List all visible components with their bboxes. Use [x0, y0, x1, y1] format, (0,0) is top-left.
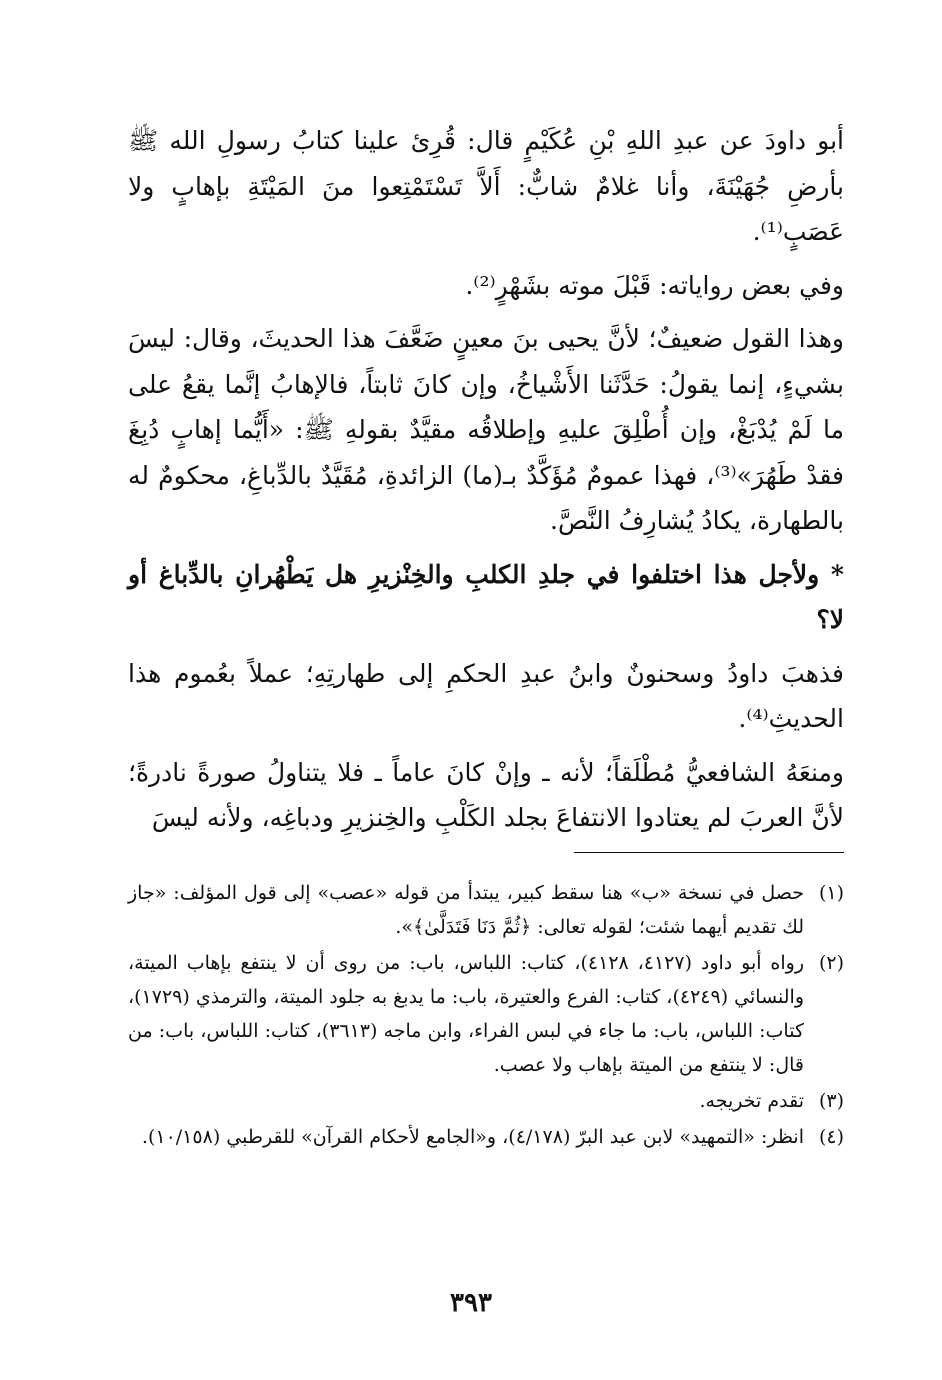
footnote-number: (٢)	[818, 952, 844, 974]
footnote-number: (١)	[818, 882, 844, 904]
footnote-number: (٤)	[818, 1126, 844, 1148]
footnote-3	[128, 1084, 844, 1118]
footnote-divider	[574, 852, 844, 853]
paragraph-dawud: فذهبَ داودُ وسحنونٌ وابنُ عبدِ الحكمِ إلى طهارتِهِ؛ عملاً بعُموم هذا الحديثِ⁽⁴⁾.	[128, 658, 844, 733]
paragraph-hadith: أبو داودَ عن عبدِ اللهِ بْنِ عُكَيْمٍ قال: قُرِئ علينا كتابُ رسولِ الله ﷺ بأرضِ جُهَيْنَةَ، وأنا غلامٌ شابٌّ: أَلاَّ تَسْتَمْتِعوا منَ المَيْتَةِ بإهابٍ ولا عَصَبٍ⁽¹⁾.	[128, 126, 844, 246]
footnote-2	[128, 946, 844, 1082]
paragraph-shafii: ومنعَهُ الشافعيُّ مُطْلَقاً؛ لأنه ـ وإنْ كانَ عاماً ـ فلا يتناولُ صورةً نادرةً؛ لأنَّ العربَ لم يعتادوا الانتفاعَ بجلد الكَلْبِ والخِنزيرِ ودباغِه، ولأنه ليسَ	[128, 757, 844, 832]
paragraph-narration: وفي بعض رواياته: قَبْلَ موته بشَهْرٍ⁽²⁾.	[465, 270, 844, 300]
footnote-number: (٣)	[818, 1090, 844, 1112]
main-text	[128, 118, 844, 849]
footnote-text: تقدم تخريجه.	[699, 1090, 804, 1112]
footnote-text: رواه أبو داود (٤١٢٧، ٤١٢٨)، كتاب: اللباس، باب: من روى أن لا ينتفع بإهاب الميتة، والنسائي (٤٢٤٩)، كتاب: الفرع والعتيرة، باب: ما يدبغ به جلود الميتة، والترمذي (١٧٢٩)، كتاب: اللباس، باب: ما جاء في لبس الفراء، وابن ماجه (٣٦١٣)، كتاب: اللباس، باب: من قال: لا ينتفع من الميتة بإهاب ولا عصب.	[128, 952, 805, 1076]
footnote-1	[128, 876, 844, 944]
paragraph-weakness: وهذا القول ضعيفٌ؛ لأنَّ يحيى بنَ معينٍ ضَعَّفَ هذا الحديثَ، وقال: ليسَ بشيءٍ، إنما يقولُ: حَدَّثَنا الأَشْياخُ، وإن كانَ ثابتاً، فالإهابُ إنَّما يقعُ على ما لَمْ يُدْبَغْ، وإن أُطْلِقَ عليهِ وإطلاقُه مقيَّدٌ بقولهِ ﷺ: «أَيُّما إهابٍ دُبِغَ فقدْ طَهُرَ»⁽³⁾، فهذا عمومٌ مُؤَكَّدٌ بـ(ما) الزائدةِ، مُقَيَّدٌ بالدِّباغِ، محكومٌ له بالطهارة، يكادُ يُشارِفُ النَّصَّ.	[128, 324, 844, 535]
page-number: ٣٩٣	[450, 1288, 492, 1318]
footnote-text: انظر: «التمهيد» لابن عبد البرّ (٤/١٧٨)، و«الجامع لأحكام القرآن» للقرطبي (١٠/١٥٨).	[141, 1126, 804, 1148]
footnote-text: حصل في نسخة «ب» هنا سقط كبير، يبتدأ من قوله «عصب» إلى قول المؤلف: «جاز لك تقديم أيهما شئت؛ لقوله تعالى: ﴿ثُمَّ دَنَا فَتَدَلَّىٰ﴾».	[128, 882, 804, 938]
footnotes	[128, 876, 844, 1156]
footnote-4	[128, 1120, 844, 1154]
section-heading: * ولأجل هذا اختلفوا في جلدِ الكلبِ والخِنْزيرِ هل يَطْهُرانِ بالدِّباغ أو لا؟	[128, 559, 844, 634]
